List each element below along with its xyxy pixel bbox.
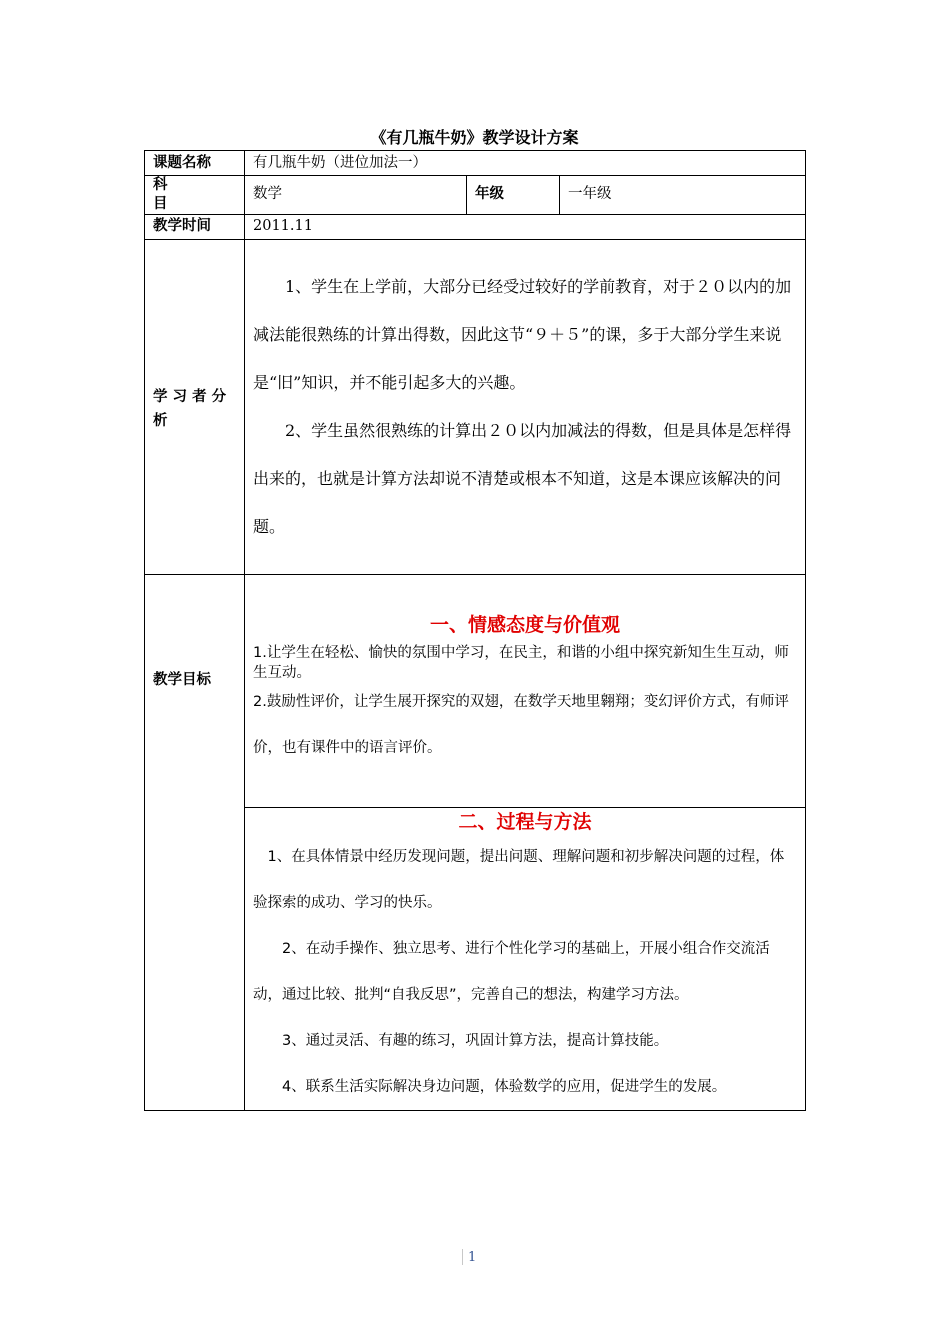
goals-row-1 — [145, 574, 806, 807]
time-label: 教学时间 — [145, 214, 245, 239]
section-2-heading: 二、过程与方法 — [458, 810, 592, 833]
topic-row — [145, 151, 806, 176]
grade-label: 年级 — [467, 176, 560, 215]
learner-label — [145, 239, 245, 574]
grade-value: 一年级 — [560, 176, 806, 215]
learner-paragraph: 2、学生虽然很熟练的计算出２０以内加减法的得数，但是具体是怎样得出来的，也就是计算方法却说不清楚或根本不知道，这是本课应该解决的问题。 — [253, 420, 792, 536]
page-number-divider — [462, 1249, 463, 1265]
goal-item: 4、联系生活实际解决身边问题，体验数学的应用，促进学生的发展。 — [282, 1078, 727, 1095]
goal-item: 3、通过灵活、有趣的练习，巩固计算方法，提高计算技能。 — [282, 1032, 669, 1049]
lesson-plan-table — [144, 150, 806, 1111]
subject-label: 科 目 — [145, 176, 245, 215]
topic-value: 有几瓶牛奶（进位加法一） — [245, 151, 806, 176]
learner-analysis — [245, 239, 806, 574]
goals-section-2 — [245, 807, 806, 1110]
learner-label-line1: 学 习 者 分 — [153, 388, 227, 405]
goal-item: 2.鼓励性评价，让学生展开探究的双翅，在数学天地里翱翔；变幻评价方式，有师评价，也有课件中的语言评价。 — [253, 693, 789, 756]
section-1-heading: 一、情感态度与价值观 — [430, 613, 621, 636]
topic-label: 课题名称 — [145, 151, 245, 176]
time-row — [145, 214, 806, 239]
goals-label: 教学目标 — [145, 574, 245, 1110]
learner-label-line2: 析 — [153, 412, 168, 429]
goal-item: 1.让学生在轻松、愉快的氛围中学习，在民主，和谐的小组中探究新知生生互动，师生互动。 — [253, 644, 789, 681]
goals-section-1 — [245, 574, 806, 807]
document-title: 《有几瓶牛奶》教学设计方案 — [370, 128, 579, 147]
goals-row-2 — [145, 807, 806, 1110]
goal-item: 1、在具体情景中经历发现问题，提出问题、理解问题和初步解决问题的过程，体验探索的成功、学习的快乐。 — [253, 848, 785, 911]
learner-paragraph: 1、学生在上学前，大部分已经受过较好的学前教育，对于２０以内的加减法能很熟练的计算出得数，因此这节“９＋５”的课，多于大部分学生来说是“旧”知识，并不能引起多大的兴趣。 — [253, 276, 792, 392]
subject-value: 数学 — [245, 176, 467, 215]
learner-row — [145, 239, 806, 574]
time-value: 2011.11 — [245, 214, 806, 239]
subject-row — [145, 176, 806, 215]
page-number: 1 — [468, 1250, 477, 1265]
goal-item: 2、在动手操作、独立思考、进行个性化学习的基础上，开展小组合作交流活动，通过比较、批判“自我反思”，完善自己的想法，构建学习方法。 — [253, 940, 770, 1003]
